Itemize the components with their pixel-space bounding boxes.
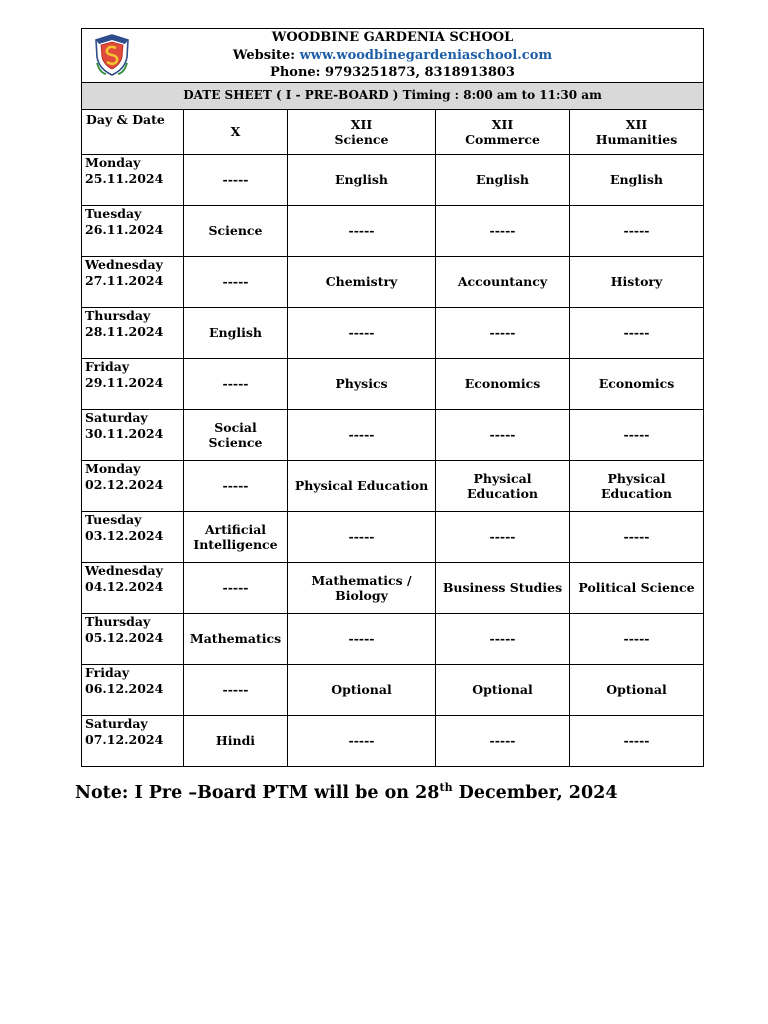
day-date-cell — [82, 562, 184, 613]
subject-cell-xii-science: Mathematics / Biology — [288, 562, 436, 613]
subject-cell-xii-science: Chemistry — [288, 256, 436, 307]
subject-cell-x: Mathematics — [184, 613, 288, 664]
day-date-cell — [82, 664, 184, 715]
subject-cell-xii-humanities: ----- — [570, 613, 704, 664]
subject-cell-xii-humanities: History — [570, 256, 704, 307]
day-date-cell — [82, 409, 184, 460]
exam-date: 03.12.2024 — [85, 527, 164, 543]
table-row — [82, 613, 704, 664]
column-header-xii-science — [288, 109, 436, 154]
column-header-line: XII — [350, 116, 373, 132]
subject-cell-xii-science: Optional — [288, 664, 436, 715]
day-date-cell — [82, 715, 184, 766]
subject-cell-xii-commerce: English — [436, 154, 570, 205]
subject-cell-xii-humanities: Economics — [570, 358, 704, 409]
day-date-cell — [82, 256, 184, 307]
day-name: Saturday — [85, 409, 148, 425]
table-row — [82, 154, 704, 205]
subject-cell-xii-humanities: ----- — [570, 205, 704, 256]
website-label: Website: — [232, 47, 296, 63]
note-text-end: December, 2024 — [452, 782, 618, 803]
note-superscript: th — [439, 781, 453, 794]
subject-cell-xii-science: English — [288, 154, 436, 205]
date-sheet-banner-row — [82, 82, 704, 109]
subject-cell-x: ----- — [184, 664, 288, 715]
subject-cell-xii-commerce: ----- — [436, 715, 570, 766]
subject-cell-xii-commerce: ----- — [436, 511, 570, 562]
subject-cell-x: Artificial Intelligence — [184, 511, 288, 562]
exam-date: 25.11.2024 — [85, 170, 164, 186]
column-header-line: XII — [625, 116, 648, 132]
subject-cell-x: Social Science — [184, 409, 288, 460]
subject-cell-xii-science: ----- — [288, 613, 436, 664]
day-date-cell — [82, 511, 184, 562]
table-row — [82, 511, 704, 562]
table-row — [82, 307, 704, 358]
subject-cell-xii-science: ----- — [288, 307, 436, 358]
day-date-cell — [82, 307, 184, 358]
exam-date: 02.12.2024 — [85, 476, 164, 492]
subject-cell-xii-humanities: Political Science — [570, 562, 704, 613]
subject-cell-x: ----- — [184, 562, 288, 613]
subject-cell-xii-science: ----- — [288, 205, 436, 256]
school-header-row — [82, 29, 704, 83]
subject-cell-xii-humanities: Optional — [570, 664, 704, 715]
subject-cell-x: Science — [184, 205, 288, 256]
exam-date: 05.12.2024 — [85, 629, 164, 645]
subject-cell-xii-commerce: Physical Education — [436, 460, 570, 511]
day-date-cell — [82, 358, 184, 409]
subject-cell-xii-commerce: ----- — [436, 307, 570, 358]
column-header-line: Commerce — [465, 131, 540, 147]
table-row — [82, 358, 704, 409]
subject-cell-xii-commerce: Business Studies — [436, 562, 570, 613]
subject-cell-xii-humanities: ----- — [570, 511, 704, 562]
day-date-cell — [82, 205, 184, 256]
subject-cell-xii-science: Physics — [288, 358, 436, 409]
subject-cell-x: ----- — [184, 256, 288, 307]
exam-date: 04.12.2024 — [85, 578, 164, 594]
date-sheet-table — [81, 28, 704, 767]
subject-cell-x: English — [184, 307, 288, 358]
subject-cell-xii-commerce: Accountancy — [436, 256, 570, 307]
day-name: Monday — [85, 154, 141, 170]
table-row — [82, 256, 704, 307]
table-row — [82, 715, 704, 766]
subject-cell-x: ----- — [184, 154, 288, 205]
table-row — [82, 562, 704, 613]
subject-cell-xii-science: ----- — [288, 409, 436, 460]
subject-cell-xii-commerce: Economics — [436, 358, 570, 409]
school-header — [82, 29, 704, 83]
subject-cell-x: Hindi — [184, 715, 288, 766]
subject-cell-xii-commerce: ----- — [436, 409, 570, 460]
exam-date: 27.11.2024 — [85, 272, 164, 288]
day-name: Wednesday — [85, 256, 163, 272]
column-header-day-date: Day & Date — [82, 109, 184, 154]
website-link[interactable]: www.woodbinegardeniaschool.com — [299, 47, 553, 63]
subject-cell-xii-humanities: English — [570, 154, 704, 205]
subject-cell-xii-commerce: Optional — [436, 664, 570, 715]
exam-date: 29.11.2024 — [85, 374, 164, 390]
exam-date: 26.11.2024 — [85, 221, 164, 237]
day-name: Thursday — [85, 307, 151, 323]
day-name: Wednesday — [85, 562, 163, 578]
exam-date: 30.11.2024 — [85, 425, 164, 441]
day-name: Tuesday — [85, 511, 142, 527]
subject-cell-xii-science: ----- — [288, 715, 436, 766]
phone-line — [84, 64, 701, 82]
column-header-xii-humanities — [570, 109, 704, 154]
column-header-row — [82, 109, 704, 154]
day-name: Friday — [85, 358, 130, 374]
subject-cell-xii-science: ----- — [288, 511, 436, 562]
subject-cell-x: ----- — [184, 460, 288, 511]
subject-cell-xii-humanities: Physical Education — [570, 460, 704, 511]
table-row — [82, 409, 704, 460]
column-header-line: XII — [491, 116, 514, 132]
table-row — [82, 460, 704, 511]
column-header-line: Science — [334, 131, 389, 147]
ptm-note — [75, 781, 618, 803]
table-row — [82, 205, 704, 256]
date-sheet-banner: DATE SHEET ( I - PRE-BOARD ) Timing : 8:00 am to 11:30 am — [82, 82, 704, 109]
subject-cell-xii-humanities: ----- — [570, 307, 704, 358]
day-date-cell — [82, 460, 184, 511]
subject-cell-x: ----- — [184, 358, 288, 409]
day-name: Tuesday — [85, 205, 142, 221]
exam-date: 28.11.2024 — [85, 323, 164, 339]
column-header-line: Humanities — [595, 131, 678, 147]
school-name: WOODBINE GARDENIA SCHOOL — [271, 30, 514, 45]
day-name: Saturday — [85, 715, 148, 731]
day-name: Friday — [85, 664, 130, 680]
column-header-xii-commerce — [436, 109, 570, 154]
exam-date: 06.12.2024 — [85, 680, 164, 696]
exam-rows — [82, 154, 704, 766]
phone-label: Phone: — [270, 65, 321, 80]
subject-cell-xii-commerce: ----- — [436, 613, 570, 664]
column-header-x: X — [184, 109, 288, 154]
website-line — [84, 47, 701, 65]
subject-cell-xii-commerce: ----- — [436, 205, 570, 256]
phone-numbers: 9793251873, 8318913803 — [325, 65, 515, 80]
note-text: Note: I Pre –Board PTM will be on 28 — [75, 782, 440, 803]
subject-cell-xii-humanities: ----- — [570, 409, 704, 460]
day-name: Monday — [85, 460, 141, 476]
subject-cell-xii-humanities: ----- — [570, 715, 704, 766]
school-crest-icon — [92, 33, 132, 77]
subject-cell-xii-science: Physical Education — [288, 460, 436, 511]
exam-date: 07.12.2024 — [85, 731, 164, 747]
day-date-cell — [82, 154, 184, 205]
day-date-cell — [82, 613, 184, 664]
table-row — [82, 664, 704, 715]
day-name: Thursday — [85, 613, 151, 629]
